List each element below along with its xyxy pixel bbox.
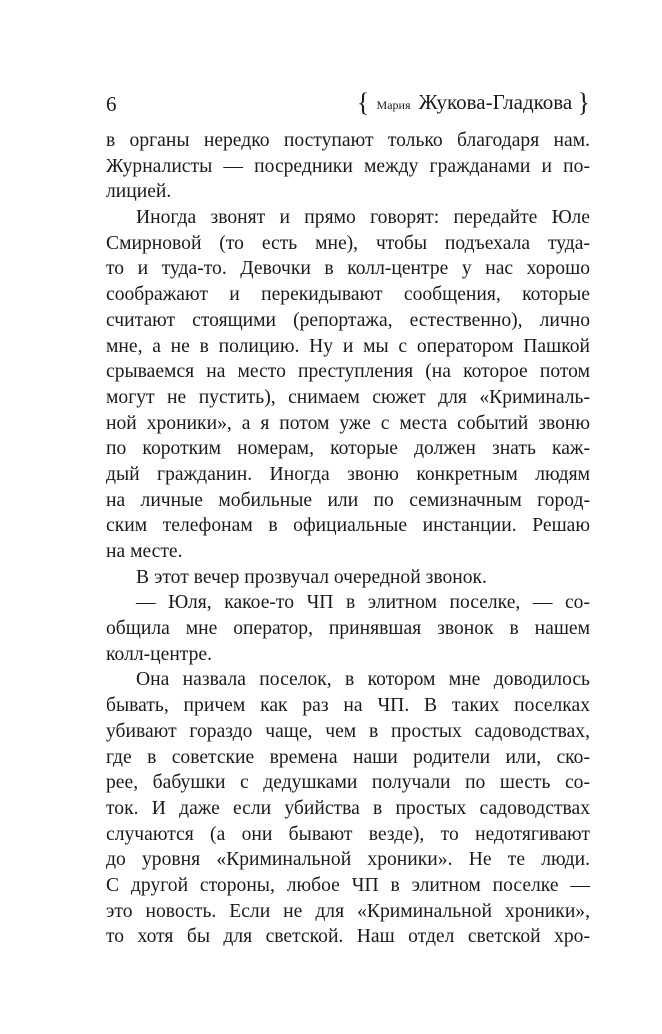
text-line: то хотя бы для светской. Наш отдел светской хро- <box>106 926 590 948</box>
text-line: на личные мобильные или по семизначным город- <box>106 489 590 511</box>
text-line: Смирновой (то есть мне), чтобы подъехала туда- <box>106 232 590 254</box>
text-line: В этот вечер прозвучал очередной звонок. <box>136 566 487 588</box>
author-last-name: Жукова-Гладкова <box>418 90 573 114</box>
text-line: ским телефонам в официальные инстанции. Решаю <box>106 515 590 537</box>
text-line: дый гражданин. Иногда звоню конкретным людям <box>106 463 590 485</box>
text-line: могут не пустить), снимаем сюжет для «Криминаль- <box>106 386 590 408</box>
text-line: соображают и перекидывают сообщения, которые <box>106 284 590 306</box>
book-page <box>106 0 590 1034</box>
text-line: Она назвала поселок, в котором мне доводилось <box>136 669 590 691</box>
open-brace: { <box>356 88 370 117</box>
page-header <box>106 88 590 122</box>
text-line: бывать, причем как раз на ЧП. В таких поселках <box>106 695 590 717</box>
text-line: до уровня «Криминальной хроники». Не те люди. <box>106 849 590 871</box>
text-line: случаются (а они бывают везде), то недотягивают <box>106 823 590 845</box>
text-line: общила мне оператор, принявшая звонок в нашем <box>106 618 590 640</box>
text-line: Иногда звонят и прямо говорят: передайте Юле <box>136 207 590 229</box>
text-line: Журналисты — посредники между гражданами и по- <box>106 155 590 177</box>
author-first-name: Мария <box>376 98 411 112</box>
text-line: по коротким номерам, которые должен знать каж- <box>106 438 590 460</box>
page-number: 6 <box>106 92 117 116</box>
text-line: колл-центре. <box>106 643 213 665</box>
text-line: — Юля, какое-то ЧП в элитном поселке, — со- <box>136 592 590 614</box>
text-line: ной хроники», а я потом уже с места событий звоню <box>106 412 590 434</box>
text-line: ток. И даже если убийства в простых садоводствах <box>106 797 590 819</box>
close-brace: } <box>577 88 590 117</box>
text-line: С другой стороны, любое ЧП в элитном поселке — <box>106 874 590 896</box>
text-line: считают стоящими (репортажа, естественно), лично <box>106 309 590 331</box>
text-line: то и туда-то. Девочки в колл-центре у нас хорошо <box>106 258 590 280</box>
body-text <box>106 128 590 950</box>
text-line: убивают гораздо чаще, чем в простых садоводствах, <box>106 720 590 742</box>
running-head <box>357 88 590 118</box>
text-line: лицией. <box>106 181 172 203</box>
text-line: где в советские времена наши родители или, ско- <box>106 746 590 768</box>
text-line: срываемся на место преступления (на которое потом <box>106 361 590 383</box>
text-line: мне, а не в полицию. Ну и мы с оператором Пашкой <box>106 335 590 357</box>
text-line: на месте. <box>106 541 183 562</box>
text-line: рее, бабушки с дедушками получали по шесть со- <box>106 772 590 794</box>
text-line: это новость. Если не для «Криминальной хроники», <box>106 900 590 922</box>
text-line: в органы нередко поступают только благодаря нам. <box>106 130 590 151</box>
